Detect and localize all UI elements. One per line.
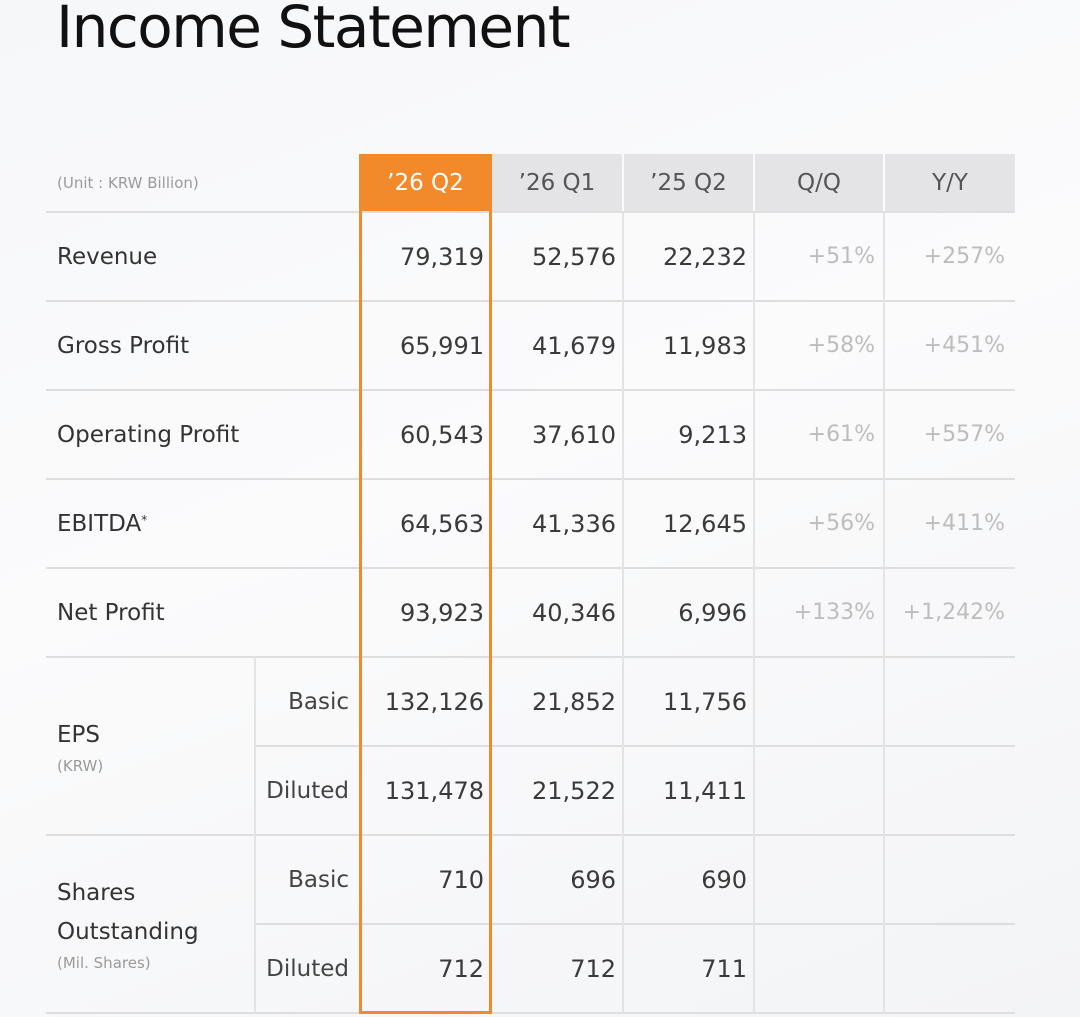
cell-operating-profit-25q2: 9,213 <box>678 420 747 449</box>
cell-operating-profit-26q2: 60,543 <box>400 420 484 449</box>
column-header-26q2: ’26 Q2 <box>359 154 492 212</box>
cell-revenue-26q1: 52,576 <box>532 242 616 271</box>
cell-net-profit-26q2: 93,923 <box>400 598 484 627</box>
group-label-eps: EPS (KRW) <box>46 657 255 835</box>
column-divider <box>883 212 885 1013</box>
cell-ebitda-26q2: 64,563 <box>400 509 484 538</box>
cell-revenue-qoq: +51% <box>807 244 875 269</box>
row-divider <box>46 300 1015 302</box>
cell-eps-diluted-26q2: 131,478 <box>384 776 484 805</box>
cell-eps-diluted-25q2: 11,411 <box>663 776 747 805</box>
cell-eps-basic-26q1: 21,852 <box>532 687 616 716</box>
column-divider <box>254 657 256 1013</box>
column-header-yoy: Y/Y <box>885 154 1015 212</box>
unit-label: (Unit : KRW Billion) <box>57 174 199 192</box>
cell-shares-basic-26q1: 696 <box>570 865 616 894</box>
row-divider <box>255 745 1015 747</box>
row-label-net-profit: Net Profit <box>57 599 165 626</box>
cell-eps-basic-25q2: 11,756 <box>663 687 747 716</box>
cell-gross-profit-yoy: +451% <box>923 333 1005 358</box>
row-divider <box>46 834 1015 836</box>
row-divider <box>255 923 1015 925</box>
subrow-label-eps-basic: Basic <box>288 688 349 715</box>
cell-eps-basic-26q2: 132,126 <box>384 687 484 716</box>
row-divider <box>46 389 1015 391</box>
row-divider <box>46 478 1015 480</box>
subrow-label-shares-diluted: Diluted <box>266 955 349 982</box>
cell-revenue-yoy: +257% <box>923 244 1005 269</box>
page-title: Income Statement <box>56 0 570 61</box>
column-header-qoq: Q/Q <box>755 154 883 212</box>
group-note-eps: (KRW) <box>57 756 104 775</box>
cell-operating-profit-yoy: +557% <box>923 422 1005 447</box>
row-label-gross-profit: Gross Profit <box>57 332 190 359</box>
cell-revenue-25q2: 22,232 <box>663 242 747 271</box>
group-note-shares: (Mil. Shares) <box>57 954 151 972</box>
cell-ebitda-25q2: 12,645 <box>663 509 747 538</box>
cell-shares-diluted-25q2: 711 <box>701 954 747 983</box>
cell-gross-profit-25q2: 11,983 <box>663 331 747 360</box>
row-divider <box>46 211 1015 213</box>
column-header-26q1: ’26 Q1 <box>492 154 622 212</box>
column-divider <box>753 212 755 1013</box>
column-header-25q2: ’25 Q2 <box>624 154 753 212</box>
column-divider <box>622 212 624 1013</box>
income-statement-table <box>46 154 1015 1014</box>
group-label-shares-outstanding: Shares Outstanding (Mil. Shares) <box>46 835 255 1013</box>
cell-eps-diluted-26q1: 21,522 <box>532 776 616 805</box>
cell-ebitda-26q1: 41,336 <box>532 509 616 538</box>
row-divider <box>46 1012 1015 1014</box>
cell-gross-profit-qoq: +58% <box>807 333 875 358</box>
subrow-label-eps-diluted: Diluted <box>266 777 349 804</box>
row-divider <box>46 656 1015 658</box>
cell-ebitda-qoq: +56% <box>807 511 875 536</box>
cell-shares-diluted-26q1: 712 <box>570 954 616 983</box>
cell-gross-profit-26q2: 65,991 <box>400 331 484 360</box>
cell-operating-profit-qoq: +61% <box>807 422 875 447</box>
cell-ebitda-yoy: +411% <box>923 511 1005 536</box>
cell-net-profit-26q1: 40,346 <box>532 598 616 627</box>
cell-revenue-26q2: 79,319 <box>400 242 484 271</box>
cell-net-profit-25q2: 6,996 <box>678 598 747 627</box>
cell-shares-basic-26q2: 710 <box>438 865 484 894</box>
cell-shares-diluted-26q2: 712 <box>438 954 484 983</box>
cell-shares-basic-25q2: 690 <box>701 865 747 894</box>
row-label-revenue: Revenue <box>57 243 158 270</box>
cell-net-profit-qoq: +133% <box>793 600 875 625</box>
subrow-label-shares-basic: Basic <box>288 866 349 893</box>
cell-operating-profit-26q1: 37,610 <box>532 420 616 449</box>
footnote-marker: * <box>141 512 148 527</box>
row-divider <box>46 567 1015 569</box>
cell-net-profit-yoy: +1,242% <box>902 600 1005 625</box>
row-label-ebitda: EBITDA * <box>57 510 148 537</box>
cell-gross-profit-26q1: 41,679 <box>532 331 616 360</box>
row-label-operating-profit: Operating Profit <box>57 421 240 448</box>
